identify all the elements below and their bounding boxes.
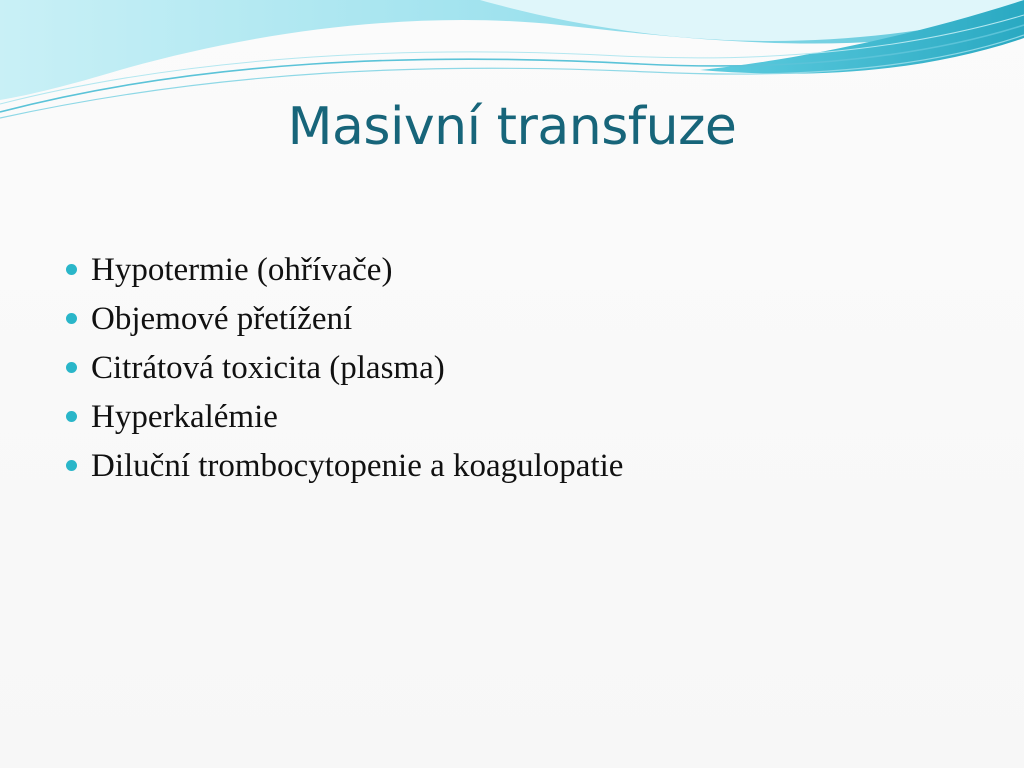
bullet-dot-icon <box>66 460 77 471</box>
list-item <box>64 295 623 344</box>
list-item-text: Citrátová toxicita (plasma) <box>91 350 445 386</box>
list-item <box>64 442 623 491</box>
list-item-text: Hyperkalémie <box>91 399 278 435</box>
slide-title: Masivní transfuze <box>287 97 737 157</box>
bullet-dot-icon <box>66 313 77 324</box>
list-item-text: Diluční trombocytopenie a koagulopatie <box>91 448 624 484</box>
bullet-dot-icon <box>66 264 77 275</box>
list-item <box>64 344 623 393</box>
bullet-dot-icon <box>66 411 77 422</box>
bullet-dot-icon <box>66 362 77 373</box>
bullet-list <box>64 246 623 491</box>
list-item-text: Hypotermie (ohřívače) <box>91 252 393 288</box>
list-item <box>64 246 623 295</box>
list-item-text: Objemové přetížení <box>91 301 353 337</box>
list-item <box>64 393 623 442</box>
